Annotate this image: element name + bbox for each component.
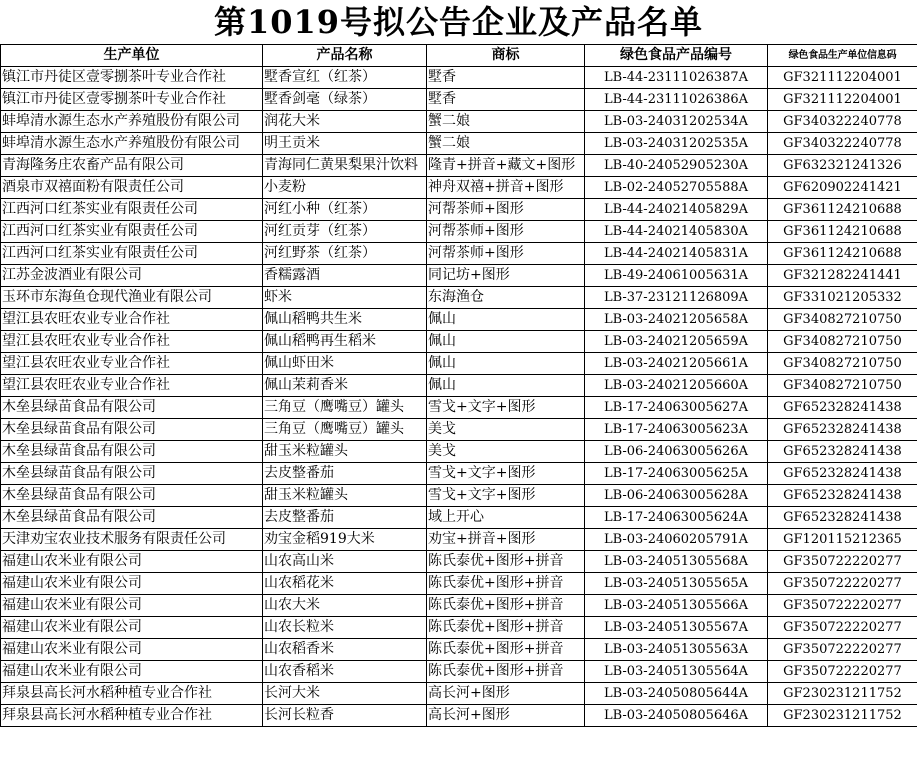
table-row	[1, 331, 917, 353]
producer-cell: 天津劝宝农业技术服务有限责任公司	[1, 529, 263, 551]
product-name-cell: 长河大米	[263, 683, 427, 705]
table-row	[1, 353, 917, 375]
column-header-producer-code: 绿色食品生产单位信息码	[768, 45, 917, 67]
product-name-cell: 河红小种（红茶）	[263, 199, 427, 221]
product-number-cell: LB-03-24031202534A	[585, 111, 768, 133]
product-number-cell: LB-37-23121126809A	[585, 287, 768, 309]
product-number-cell: LB-03-24050805644A	[585, 683, 768, 705]
producer-cell: 拜泉县高长河水稻种植专业合作社	[1, 705, 263, 727]
table-body	[1, 67, 917, 727]
product-name-cell: 明王贡米	[263, 133, 427, 155]
product-number-cell: LB-17-24063005624A	[585, 507, 768, 529]
producer-cell: 望江县农旺农业专业合作社	[1, 375, 263, 397]
producer-cell: 江西河口红茶实业有限责任公司	[1, 243, 263, 265]
product-name-cell: 山农大米	[263, 595, 427, 617]
product-number-cell: LB-06-24063005628A	[585, 485, 768, 507]
product-name-cell: 山农高山米	[263, 551, 427, 573]
producer-cell: 蚌埠清水源生态水产养殖股份有限公司	[1, 133, 263, 155]
table-row	[1, 177, 917, 199]
product-number-cell: LB-44-23111026387A	[585, 67, 768, 89]
table-row	[1, 375, 917, 397]
product-number-cell: LB-44-23111026386A	[585, 89, 768, 111]
table-header-row	[1, 45, 917, 67]
producer-code-cell: GF361124210688	[768, 199, 917, 221]
table-row	[1, 441, 917, 463]
producer-code-cell: GF652328241438	[768, 507, 917, 529]
table-row	[1, 639, 917, 661]
producer-code-cell: GF350722220277	[768, 573, 917, 595]
producer-cell: 福建山农米业有限公司	[1, 595, 263, 617]
producer-cell: 望江县农旺农业专业合作社	[1, 331, 263, 353]
trademark-cell: 河帮茶师+图形	[427, 221, 585, 243]
product-number-cell: LB-02-24052705588A	[585, 177, 768, 199]
table-row	[1, 221, 917, 243]
table-row	[1, 595, 917, 617]
column-header-producer: 生产单位	[1, 45, 263, 67]
producer-code-cell: GF340827210750	[768, 375, 917, 397]
trademark-cell: 雪戈+文字+图形	[427, 463, 585, 485]
trademark-cell: 蟹二娘	[427, 111, 585, 133]
product-name-cell: 小麦粉	[263, 177, 427, 199]
table-row	[1, 89, 917, 111]
producer-code-cell: GF340827210750	[768, 353, 917, 375]
trademark-cell: 雪戈+文字+图形	[427, 485, 585, 507]
trademark-cell: 陈氏泰优+图形+拼音	[427, 573, 585, 595]
table-row	[1, 529, 917, 551]
trademark-cell: 陈氏泰优+图形+拼音	[427, 639, 585, 661]
producer-code-cell: GF652328241438	[768, 463, 917, 485]
product-name-cell: 润花大米	[263, 111, 427, 133]
table-row	[1, 551, 917, 573]
producer-code-cell: GF350722220277	[768, 617, 917, 639]
producer-cell: 江西河口红茶实业有限责任公司	[1, 199, 263, 221]
product-number-cell: LB-03-24051305568A	[585, 551, 768, 573]
column-header-product-name: 产品名称	[263, 45, 427, 67]
product-list-table	[0, 44, 917, 727]
producer-code-cell: GF340827210750	[768, 309, 917, 331]
producer-cell: 镇江市丹徒区壹零捌茶叶专业合作社	[1, 67, 263, 89]
trademark-cell: 东海渔仓	[427, 287, 585, 309]
trademark-cell: 墅香	[427, 89, 585, 111]
product-name-cell: 山农香稻米	[263, 661, 427, 683]
table-row	[1, 463, 917, 485]
producer-cell: 木垒县绿苗食品有限公司	[1, 397, 263, 419]
producer-code-cell: GF321112204001	[768, 67, 917, 89]
producer-cell: 望江县农旺农业专业合作社	[1, 309, 263, 331]
table-row	[1, 397, 917, 419]
trademark-cell: 陈氏泰优+图形+拼音	[427, 595, 585, 617]
producer-code-cell: GF340322240778	[768, 133, 917, 155]
table-row	[1, 309, 917, 331]
trademark-cell: 美戈	[427, 419, 585, 441]
trademark-cell: 陈氏泰优+图形+拼音	[427, 617, 585, 639]
table-row	[1, 243, 917, 265]
producer-code-cell: GF350722220277	[768, 595, 917, 617]
product-number-cell: LB-03-24051305567A	[585, 617, 768, 639]
trademark-cell: 佩山	[427, 353, 585, 375]
producer-cell: 玉环市东海鱼仓现代渔业有限公司	[1, 287, 263, 309]
producer-code-cell: GF620902241421	[768, 177, 917, 199]
table-row	[1, 419, 917, 441]
table-row	[1, 111, 917, 133]
producer-code-cell: GF321112204001	[768, 89, 917, 111]
producer-cell: 木垒县绿苗食品有限公司	[1, 441, 263, 463]
product-name-cell: 长河长粒香	[263, 705, 427, 727]
trademark-cell: 域上开心	[427, 507, 585, 529]
trademark-cell: 隆青+拼音+藏文+图形	[427, 155, 585, 177]
table-row	[1, 287, 917, 309]
product-name-cell: 佩山虾田米	[263, 353, 427, 375]
producer-cell: 福建山农米业有限公司	[1, 551, 263, 573]
page-title: 第1019号拟公告企业及产品名单	[213, 3, 704, 41]
trademark-cell: 河帮茶师+图形	[427, 243, 585, 265]
trademark-cell: 佩山	[427, 331, 585, 353]
product-number-cell: LB-03-24031202535A	[585, 133, 768, 155]
product-name-cell: 甜玉米粒罐头	[263, 485, 427, 507]
producer-cell: 蚌埠清水源生态水产养殖股份有限公司	[1, 111, 263, 133]
product-number-cell: LB-17-24063005623A	[585, 419, 768, 441]
trademark-cell: 蟹二娘	[427, 133, 585, 155]
trademark-cell: 美戈	[427, 441, 585, 463]
product-name-cell: 三角豆（鹰嘴豆）罐头	[263, 397, 427, 419]
producer-code-cell: GF120115212365	[768, 529, 917, 551]
table-row	[1, 133, 917, 155]
product-number-cell: LB-03-24060205791A	[585, 529, 768, 551]
product-name-cell: 青海同仁黄果梨果汁饮料	[263, 155, 427, 177]
product-name-cell: 河红贡芽（红茶）	[263, 221, 427, 243]
producer-cell: 木垒县绿苗食品有限公司	[1, 485, 263, 507]
trademark-cell: 佩山	[427, 375, 585, 397]
producer-cell: 福建山农米业有限公司	[1, 573, 263, 595]
trademark-cell: 高长河+图形	[427, 705, 585, 727]
product-number-cell: LB-03-24051305563A	[585, 639, 768, 661]
table-row	[1, 661, 917, 683]
product-name-cell: 去皮整番茄	[263, 463, 427, 485]
producer-cell: 镇江市丹徒区壹零捌茶叶专业合作社	[1, 89, 263, 111]
producer-code-cell: GF230231211752	[768, 683, 917, 705]
producer-cell: 江西河口红茶实业有限责任公司	[1, 221, 263, 243]
product-number-cell: LB-03-24051305565A	[585, 573, 768, 595]
product-name-cell: 香糯露酒	[263, 265, 427, 287]
trademark-cell: 佩山	[427, 309, 585, 331]
product-name-cell: 佩山稻鸭共生米	[263, 309, 427, 331]
product-number-cell: LB-49-24061005631A	[585, 265, 768, 287]
table-row	[1, 485, 917, 507]
product-name-cell: 甜玉米粒罐头	[263, 441, 427, 463]
producer-cell: 木垒县绿苗食品有限公司	[1, 507, 263, 529]
producer-code-cell: GF350722220277	[768, 639, 917, 661]
producer-code-cell: GF361124210688	[768, 221, 917, 243]
producer-cell: 木垒县绿苗食品有限公司	[1, 463, 263, 485]
table-row	[1, 507, 917, 529]
product-number-cell: LB-03-24021205658A	[585, 309, 768, 331]
trademark-cell: 陈氏泰优+图形+拼音	[427, 661, 585, 683]
trademark-cell: 高长河+图形	[427, 683, 585, 705]
product-name-cell: 墅香剑毫（绿茶）	[263, 89, 427, 111]
producer-cell: 福建山农米业有限公司	[1, 639, 263, 661]
table-row	[1, 683, 917, 705]
product-number-cell: LB-03-24021205660A	[585, 375, 768, 397]
trademark-cell: 墅香	[427, 67, 585, 89]
trademark-cell: 同记坊+图形	[427, 265, 585, 287]
trademark-cell: 神舟双禧+拼音+图形	[427, 177, 585, 199]
producer-cell: 福建山农米业有限公司	[1, 661, 263, 683]
product-number-cell: LB-44-24021405829A	[585, 199, 768, 221]
product-number-cell: LB-03-24051305566A	[585, 595, 768, 617]
product-name-cell: 佩山稻鸭再生稻米	[263, 331, 427, 353]
table-row	[1, 199, 917, 221]
product-name-cell: 山农稻香米	[263, 639, 427, 661]
product-number-cell: LB-44-24021405830A	[585, 221, 768, 243]
product-number-cell: LB-44-24021405831A	[585, 243, 768, 265]
product-number-cell: LB-17-24063005627A	[585, 397, 768, 419]
product-name-cell: 去皮整番茄	[263, 507, 427, 529]
product-name-cell: 虾米	[263, 287, 427, 309]
producer-code-cell: GF321282241441	[768, 265, 917, 287]
producer-code-cell: GF361124210688	[768, 243, 917, 265]
producer-cell: 福建山农米业有限公司	[1, 617, 263, 639]
producer-code-cell: GF230231211752	[768, 705, 917, 727]
producer-cell: 拜泉县高长河水稻种植专业合作社	[1, 683, 263, 705]
producer-code-cell: GF652328241438	[768, 441, 917, 463]
producer-code-cell: GF652328241438	[768, 419, 917, 441]
producer-cell: 望江县农旺农业专业合作社	[1, 353, 263, 375]
product-name-cell: 佩山茉莉香米	[263, 375, 427, 397]
producer-cell: 木垒县绿苗食品有限公司	[1, 419, 263, 441]
product-name-cell: 河红野茶（红茶）	[263, 243, 427, 265]
table-row	[1, 67, 917, 89]
trademark-cell: 劝宝+拼音+图形	[427, 529, 585, 551]
producer-code-cell: GF340322240778	[768, 111, 917, 133]
producer-cell: 青海隆务庄农畜产品有限公司	[1, 155, 263, 177]
table-row	[1, 155, 917, 177]
producer-code-cell: GF350722220277	[768, 661, 917, 683]
product-name-cell: 山农稻花米	[263, 573, 427, 595]
producer-code-cell: GF652328241438	[768, 485, 917, 507]
product-number-cell: LB-03-24021205661A	[585, 353, 768, 375]
producer-cell: 江苏金波酒业有限公司	[1, 265, 263, 287]
product-name-cell: 山农长粒米	[263, 617, 427, 639]
trademark-cell: 河帮茶师+图形	[427, 199, 585, 221]
product-name-cell: 三角豆（鹰嘴豆）罐头	[263, 419, 427, 441]
producer-code-cell: GF652328241438	[768, 397, 917, 419]
producer-code-cell: GF632321241326	[768, 155, 917, 177]
trademark-cell: 雪戈+文字+图形	[427, 397, 585, 419]
product-number-cell: LB-40-24052905230A	[585, 155, 768, 177]
table-row	[1, 617, 917, 639]
column-header-trademark: 商标	[427, 45, 585, 67]
table-row	[1, 573, 917, 595]
table-row	[1, 265, 917, 287]
product-name-cell: 墅香宣红（红茶）	[263, 67, 427, 89]
product-name-cell: 劝宝金稻919大米	[263, 529, 427, 551]
column-header-product-number: 绿色食品产品编号	[585, 45, 768, 67]
table-row	[1, 705, 917, 727]
product-number-cell: LB-03-24021205659A	[585, 331, 768, 353]
producer-code-cell: GF350722220277	[768, 551, 917, 573]
producer-code-cell: GF340827210750	[768, 331, 917, 353]
product-number-cell: LB-03-24050805646A	[585, 705, 768, 727]
producer-cell: 酒泉市双禧面粉有限责任公司	[1, 177, 263, 199]
product-number-cell: LB-17-24063005625A	[585, 463, 768, 485]
product-number-cell: LB-03-24051305564A	[585, 661, 768, 683]
trademark-cell: 陈氏泰优+图形+拼音	[427, 551, 585, 573]
product-number-cell: LB-06-24063005626A	[585, 441, 768, 463]
producer-code-cell: GF331021205332	[768, 287, 917, 309]
